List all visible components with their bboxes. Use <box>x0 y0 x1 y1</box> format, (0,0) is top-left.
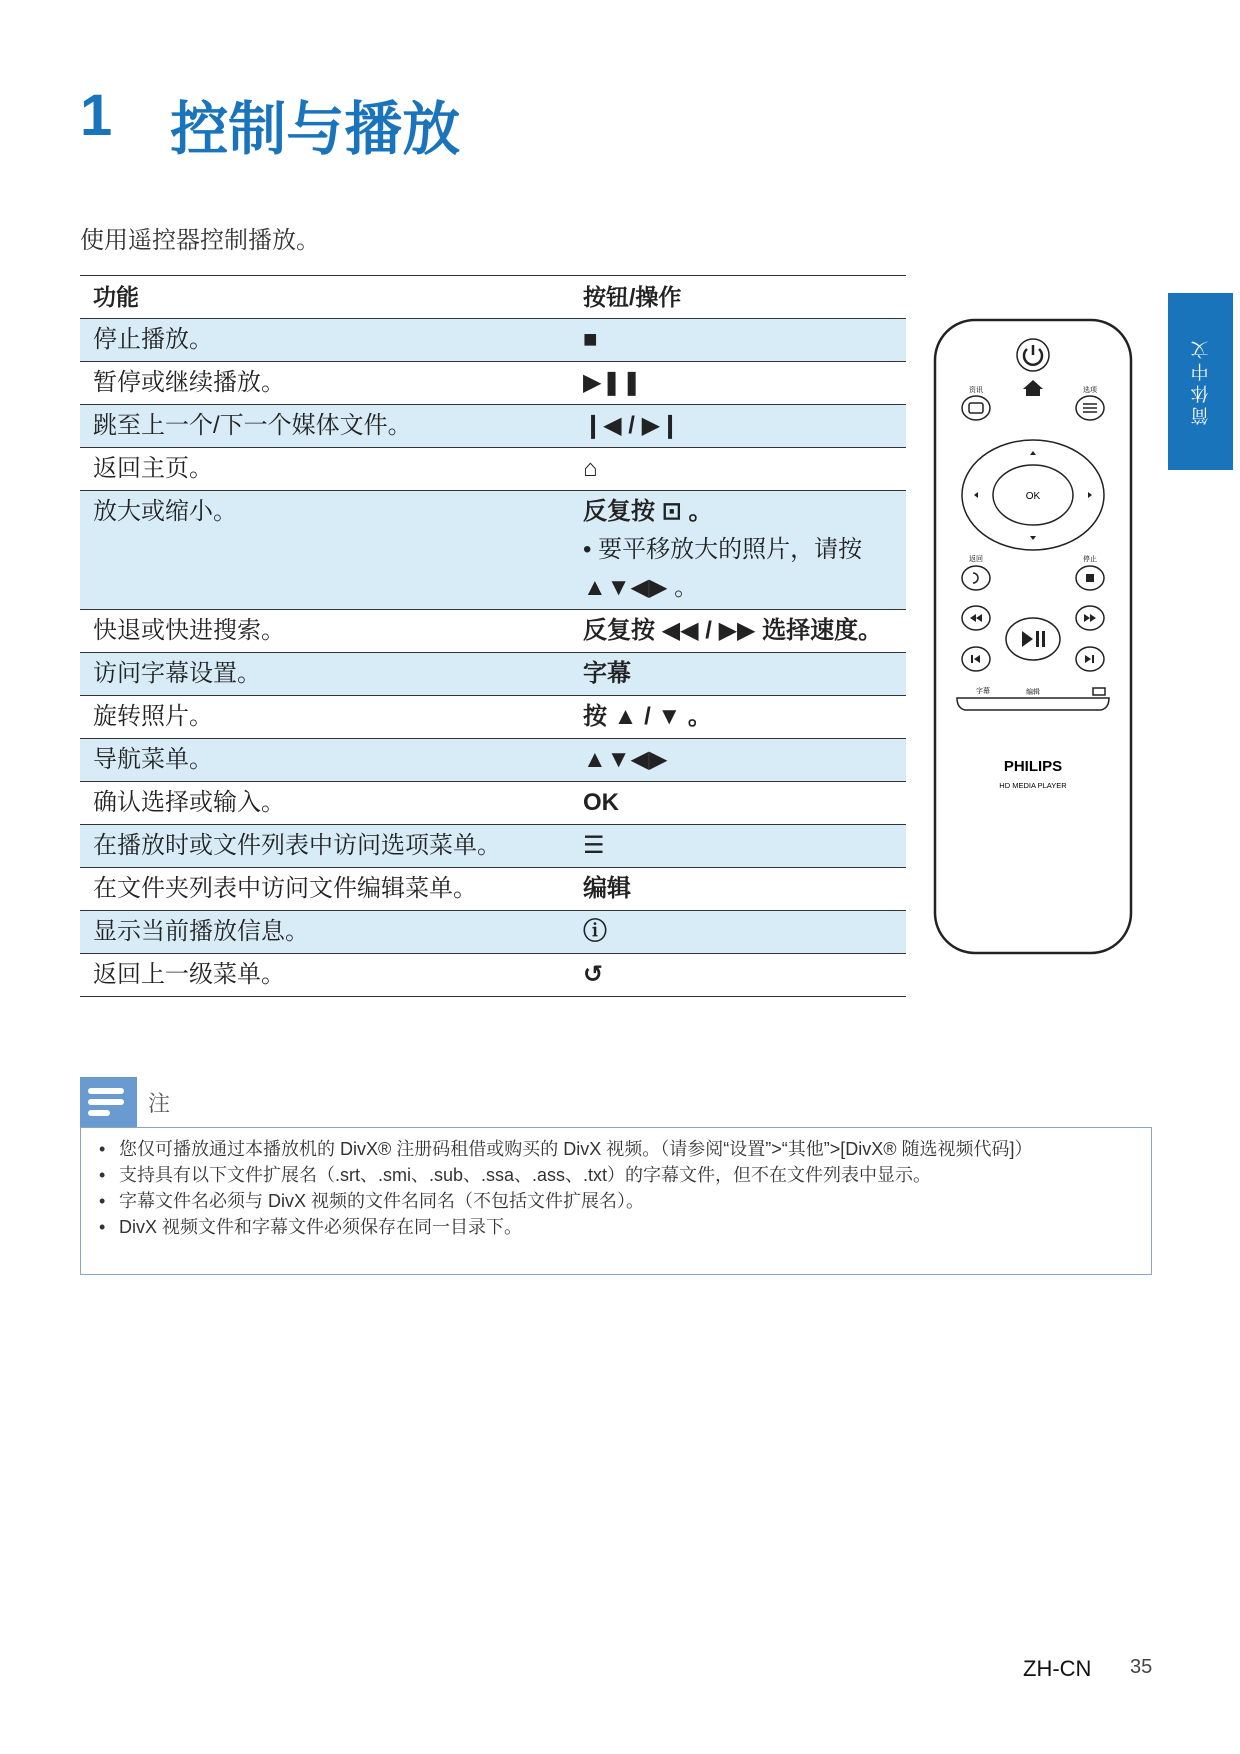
table-row <box>80 362 906 405</box>
table-row <box>80 825 906 868</box>
action-cell <box>570 954 906 997</box>
note-section <box>80 1077 1152 1275</box>
function-cell: 确认选择或输入。 <box>80 782 570 825</box>
table-row <box>80 405 906 448</box>
function-cell: 在播放时或文件列表中访问选项菜单。 <box>80 825 570 868</box>
header-function: 功能 <box>80 276 570 319</box>
function-cell: 旋转照片。 <box>80 696 570 739</box>
function-cell: 访问字幕设置。 <box>80 653 570 696</box>
function-cell: 导航菜单。 <box>80 739 570 782</box>
table-row <box>80 696 906 739</box>
remote-ok-label: OK <box>1025 491 1041 502</box>
action-text: 按 ▲ / ▼ 。 <box>583 703 712 730</box>
remote-options-label: 选项 <box>1083 387 1097 394</box>
remote-brand: PHILIPS <box>1003 758 1063 775</box>
function-cell: 跳至上一个/下一个媒体文件。 <box>80 405 570 448</box>
chapter-number: 1 <box>80 83 113 148</box>
note-label: 注 <box>148 1090 171 1116</box>
action-text: OK <box>583 789 619 816</box>
function-cell: 停止播放。 <box>80 319 570 362</box>
note-item: • DivX 视频文件和字幕文件必须保存在同一目录下。 <box>97 1214 1135 1240</box>
action-cell <box>570 825 906 868</box>
action-text: ❙◀ / ▶❙ <box>583 412 681 439</box>
action-cell <box>570 448 906 491</box>
note-item: • 支持具有以下文件扩展名（.srt、.smi、.sub、.ssa、.ass、.txt）的字幕文件，但不在文件列表中显示。 <box>97 1162 1135 1188</box>
table-row <box>80 610 906 653</box>
action-cell <box>570 319 906 362</box>
table-row <box>80 448 906 491</box>
function-cell: 暂停或继续播放。 <box>80 362 570 405</box>
action-cell <box>570 610 906 653</box>
remote-subtitle-label: 字幕 <box>976 688 990 695</box>
function-cell: 返回主页。 <box>80 448 570 491</box>
action-cell <box>570 653 906 696</box>
function-cell: 放大或缩小。 <box>80 491 570 610</box>
note-icon <box>80 1077 137 1127</box>
remote-model: HD MEDIA PLAYER <box>999 781 1067 790</box>
header-action: 按钮/操作 <box>570 276 906 319</box>
action-text: 字幕 <box>583 660 631 687</box>
note-item: • 字幕文件名必须与 DivX 视频的文件名同名（不包括文件扩展名）。 <box>97 1188 1135 1214</box>
action-cell <box>570 405 906 448</box>
action-text: 反复按 ◀◀ / ▶▶ 选择速度。 <box>583 617 883 644</box>
action-text: ▶❚❚ <box>583 369 642 396</box>
table-row <box>80 491 906 610</box>
remote-back-label: 返回 <box>969 556 983 563</box>
action-text: ▲▼◀▶ <box>583 746 668 773</box>
remote-stop-label: 停止 <box>1083 556 1097 563</box>
table-row <box>80 319 906 362</box>
table-row <box>80 954 906 997</box>
action-cell <box>570 868 906 911</box>
action-text: ☰ <box>583 832 605 859</box>
function-cell: 显示当前播放信息。 <box>80 911 570 954</box>
action-cell <box>570 491 906 610</box>
page-title <box>80 82 460 166</box>
intro-text: 使用遥控器控制播放。 <box>80 227 320 254</box>
remote-control-illustration <box>933 318 1133 955</box>
action-text: 反复按 ⊡ 。 <box>583 498 713 525</box>
remote-info-label: 资讯 <box>969 387 983 394</box>
footer-language: ZH-CN <box>1023 1656 1092 1681</box>
action-text: ↺ <box>583 961 604 988</box>
note-item: • 您仅可播放通过本播放机的 DivX® 注册码租借或购买的 DivX 视频。（请参阅“设置”>“其他”>[DivX® 随选视频代码]） <box>97 1136 1135 1162</box>
action-cell <box>570 782 906 825</box>
action-text: ⌂ <box>583 455 598 482</box>
table-row <box>80 739 906 782</box>
function-cell: 在文件夹列表中访问文件编辑菜单。 <box>80 868 570 911</box>
page-number: 35 <box>1130 1656 1153 1678</box>
note-box <box>80 1127 1152 1275</box>
action-bullet: • 要平移放大的照片，请按 ▲▼◀▶ 。 <box>583 536 863 601</box>
action-cell <box>570 739 906 782</box>
action-cell <box>570 362 906 405</box>
action-text: ■ <box>583 326 598 353</box>
table-row <box>80 782 906 825</box>
language-tab: 简体中文 <box>1168 293 1233 470</box>
function-cell: 返回上一级菜单。 <box>80 954 570 997</box>
action-cell <box>570 911 906 954</box>
action-cell <box>570 696 906 739</box>
table-row <box>80 653 906 696</box>
function-cell: 快退或快进搜索。 <box>80 610 570 653</box>
table-row <box>80 868 906 911</box>
remote-edit-label: 编辑 <box>1026 689 1040 696</box>
action-text: ⓘ <box>583 918 607 945</box>
controls-table <box>80 275 906 997</box>
table-row <box>80 911 906 954</box>
action-text: 编辑 <box>583 875 631 902</box>
chapter-title: 控制与播放 <box>170 97 461 162</box>
